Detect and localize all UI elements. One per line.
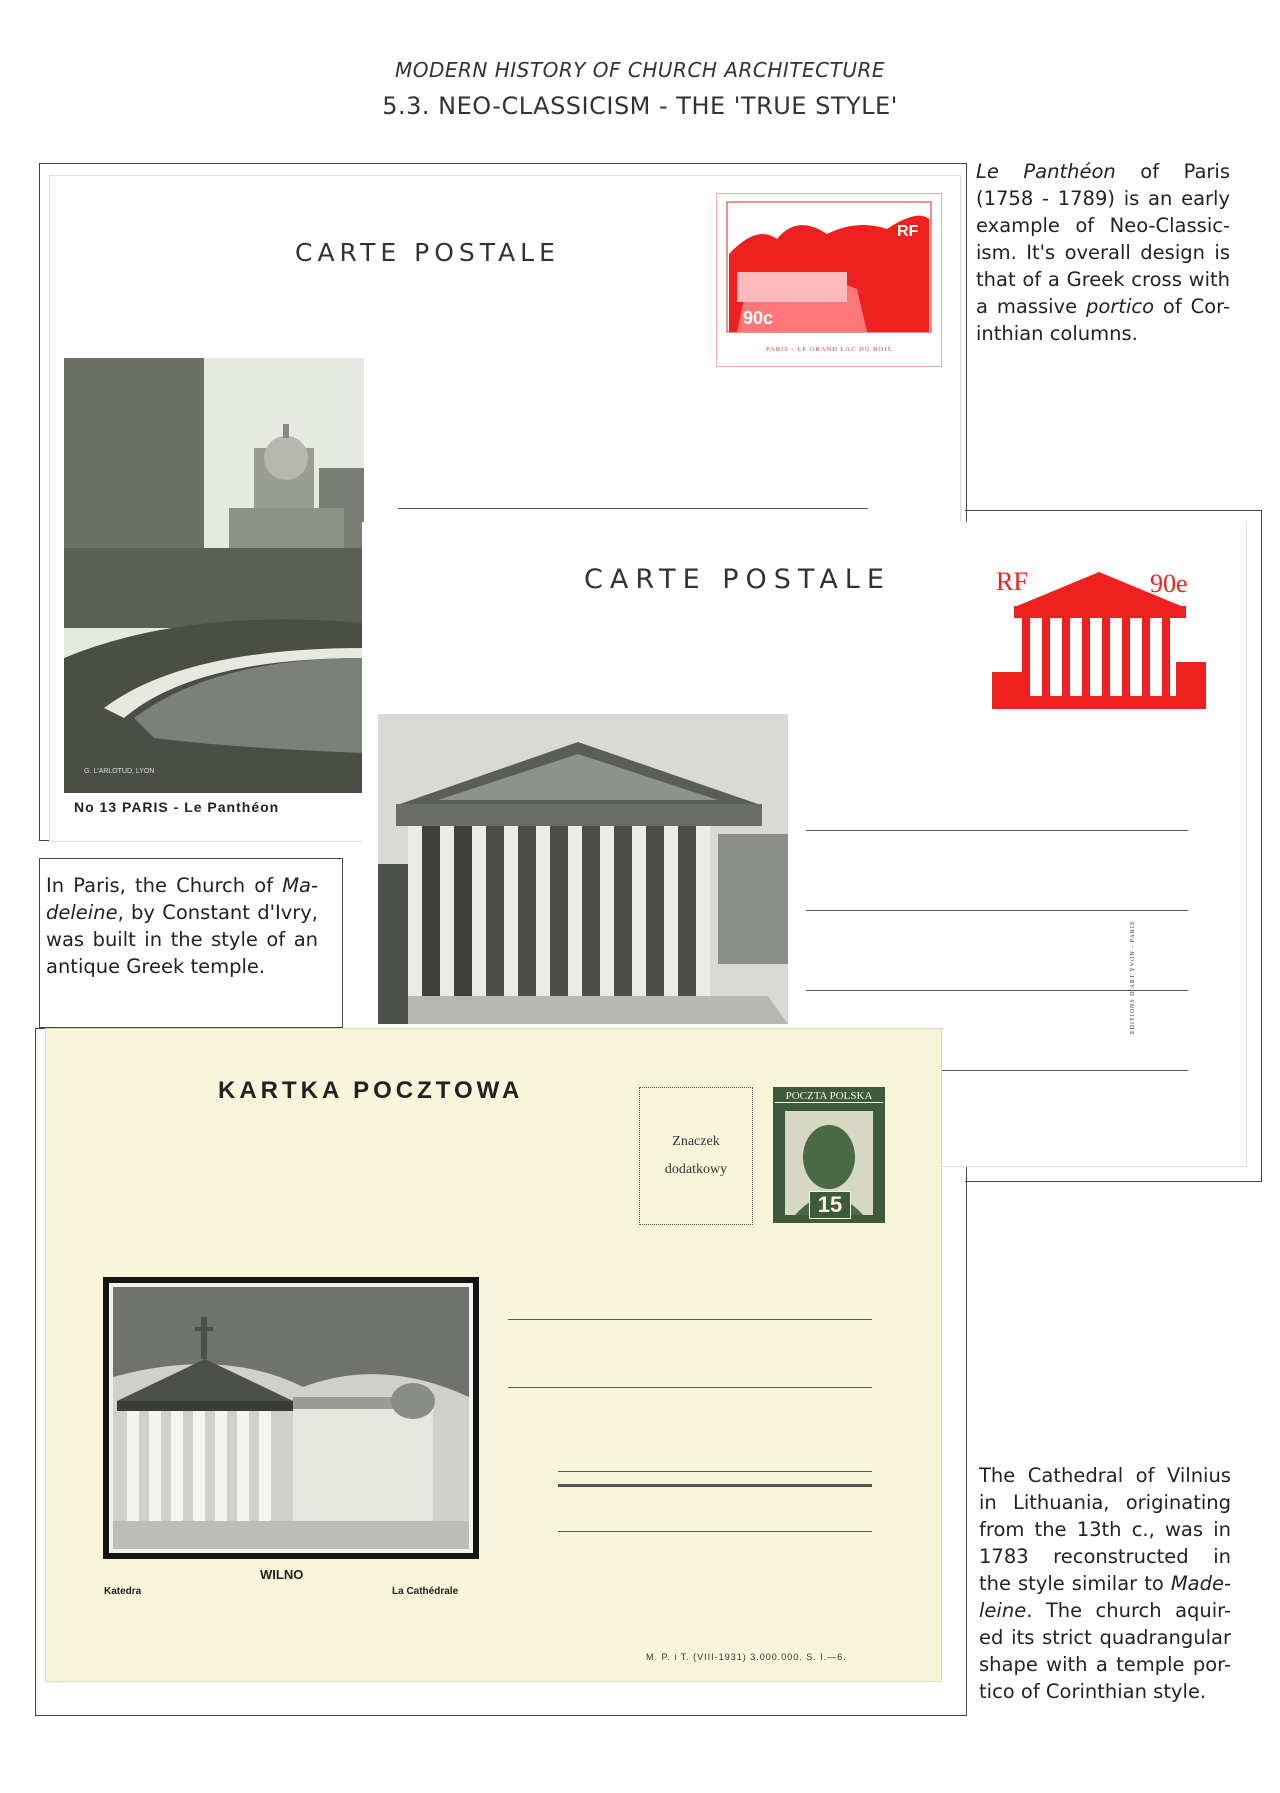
postcard-vilnius xyxy=(45,1028,942,1682)
stamp-caption: PARIS - LE GRAND LAC DU BOIS xyxy=(766,346,892,353)
madeleine-stamp-image xyxy=(992,544,1206,709)
cathedral-illustration xyxy=(103,1277,479,1559)
photo-vilnius-cathedral xyxy=(103,1277,479,1559)
pantheon-illustration xyxy=(64,358,364,793)
stamp-value: 90c xyxy=(743,308,774,328)
photo-caption-left: Katedra xyxy=(104,1586,142,1597)
card-title: CARTE POSTALE xyxy=(584,564,891,595)
address-line-bold xyxy=(558,1484,872,1487)
text-vilnius-rest: . The church aquir-ed its strict quadrangular shape with a temple por-tico of Corinthian style. xyxy=(979,1599,1231,1703)
stamp-grand-lac xyxy=(716,193,942,367)
text-madeleine xyxy=(46,872,318,980)
address-line xyxy=(558,1531,872,1532)
text-pantheon xyxy=(976,158,1230,347)
address-line xyxy=(508,1387,872,1388)
text-pantheon-italic: Le Panthéon xyxy=(976,160,1116,183)
photo-city: WILNO xyxy=(260,1567,304,1582)
photo-madeleine xyxy=(378,714,788,1024)
stamp-image xyxy=(717,194,941,344)
photo-caption: No 13 PARIS - Le Panthéon xyxy=(74,799,280,815)
stamp-value: 15 xyxy=(809,1191,851,1219)
stamp-value: 90e xyxy=(1150,569,1188,598)
address-line xyxy=(806,830,1188,831)
text-vilnius-italic: Made-leine xyxy=(979,1572,1231,1622)
printer-imprint: M. P. i T. (VIII-1931) 3.000.000. S. I.—6. xyxy=(646,1652,847,1662)
text-vilnius-start: The Cathedral of Vilnius in Lithuania, originating from the 13th c., was in 1783 reconstructed in the style similar to xyxy=(979,1464,1231,1595)
text-pantheon-italic2: portico xyxy=(1085,295,1155,318)
extra-stamp-line2: dodatkowy xyxy=(664,1162,728,1177)
address-line xyxy=(508,1319,872,1320)
stamp-madeleine xyxy=(992,544,1206,709)
extra-stamp-box xyxy=(639,1087,753,1225)
text-madeleine-start: In Paris, the Church of xyxy=(46,874,283,897)
stamp-country: POCZTA POLSKA xyxy=(775,1090,883,1103)
madeleine-illustration xyxy=(378,714,788,1024)
stamp-poczta-polska xyxy=(773,1087,885,1223)
edition-imprint: EDITIONS D'ART YVON - PARIS xyxy=(1130,920,1136,1034)
stamp-rf: RF xyxy=(897,223,919,240)
page-supertitle: MODERN HISTORY OF CHURCH ARCHITECTURE xyxy=(394,58,885,82)
text-pantheon-body: of Paris (1758 - 1789) is an early example of Neo-Classic-ism. It's overall design is that of a Greek cross with a massive xyxy=(976,160,1231,318)
text-vilnius xyxy=(979,1462,1231,1705)
photo-pantheon xyxy=(64,358,364,793)
text-pantheon-end: of Cor-inthian columns. xyxy=(976,295,1230,345)
page-title: 5.3. NEO-CLASSICISM - THE 'TRUE STYLE' xyxy=(382,92,898,120)
card-title: KARTKA POCZTOWA xyxy=(218,1077,524,1104)
text-madeleine-italic: Ma-deleine xyxy=(46,874,318,924)
text-madeleine-rest: , by Constant d'Ivry, was built in the style of an antique Greek temple. xyxy=(46,901,318,978)
stamp-rf: RF xyxy=(996,567,1028,596)
extra-stamp-line1: Znaczek xyxy=(672,1134,720,1149)
card-title: CARTE POSTALE xyxy=(295,238,560,267)
photo-credit: G. L'ARLOTUD, LYON xyxy=(84,768,155,775)
photo-caption-right: La Cathédrale xyxy=(392,1586,459,1597)
address-line xyxy=(398,508,868,509)
address-line xyxy=(558,1471,872,1472)
